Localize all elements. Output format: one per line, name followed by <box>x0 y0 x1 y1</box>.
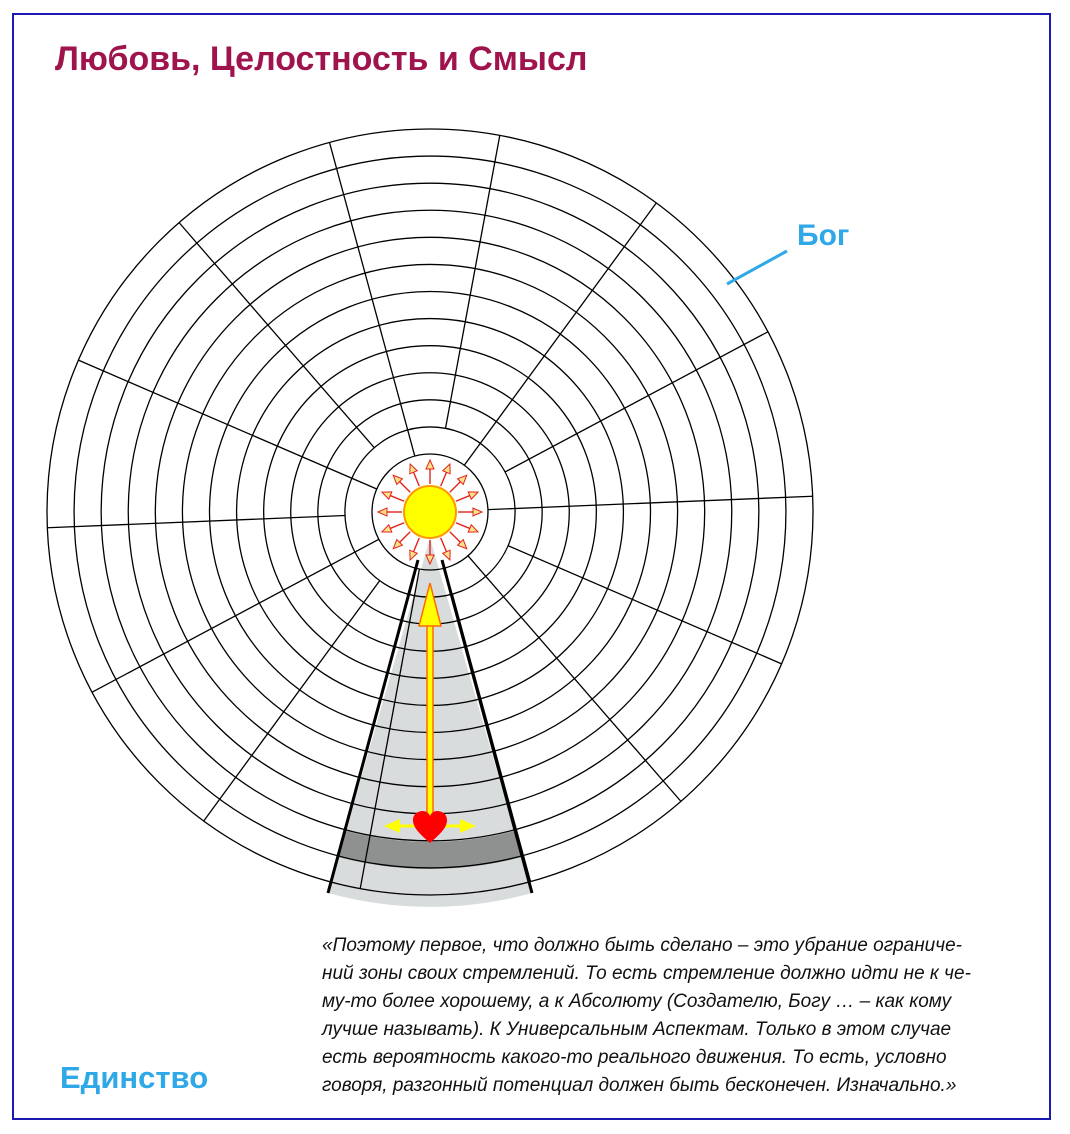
sun-ray-head <box>378 508 387 516</box>
sector-line <box>464 203 656 465</box>
sector-line <box>47 515 345 527</box>
sun-ray <box>390 523 404 529</box>
god-pointer-line <box>727 251 787 284</box>
sun-ray-head <box>443 464 450 474</box>
sector-line <box>505 332 768 472</box>
quote-line: ний зоны своих стремлений. То есть стремление должно идти не к че- <box>322 963 971 984</box>
sector-line <box>179 223 374 448</box>
sun-ray-head <box>468 525 478 532</box>
sun-ray-head <box>473 508 482 516</box>
sun-ray <box>441 538 447 552</box>
sun-ray-head <box>426 460 434 469</box>
sun-ray <box>456 496 470 502</box>
quote-line: есть вероятность какого-то реального движения. То есть, условно <box>322 1047 947 1068</box>
quote-line: му-то более хорошему, а к Абсолюту (Создателю, Богу … – как кому <box>322 991 952 1012</box>
sun-ray <box>456 523 470 529</box>
sun-ray-head <box>410 550 417 560</box>
sun-ray <box>441 472 447 486</box>
quote-line: лучше называть). К Универсальным Аспектам. Только в этом случае <box>322 1019 952 1040</box>
sun-ray <box>390 496 404 502</box>
quote-line: говоря, разгонный потенциал должен быть бесконечен. Изначально.» <box>322 1075 957 1096</box>
sun-ray <box>414 538 420 552</box>
sun-ray <box>400 482 411 493</box>
god-label: Бог <box>797 219 850 252</box>
quote-line: «Поэтому первое, что должно быть сделано – это убрание ограниче- <box>322 935 962 956</box>
sun-ray <box>450 482 461 493</box>
sector-line <box>329 142 414 456</box>
sun-ray <box>400 532 411 543</box>
sector-line <box>92 539 379 692</box>
page-title: Любовь, Целостность и Смысл <box>55 40 588 78</box>
sun-ray-head <box>382 525 392 532</box>
sun-icon <box>404 486 456 538</box>
sector-line <box>446 135 500 428</box>
sector-line <box>78 360 376 489</box>
sun-ray-head <box>468 492 478 499</box>
unity-label: Единство <box>60 1060 209 1095</box>
sun-ray-head <box>443 550 450 560</box>
sun-ray <box>414 472 420 486</box>
sun-ray-head <box>382 492 392 499</box>
sun-ray-head <box>410 464 417 474</box>
quote-text <box>322 932 1012 1100</box>
sun-ray <box>450 532 461 543</box>
